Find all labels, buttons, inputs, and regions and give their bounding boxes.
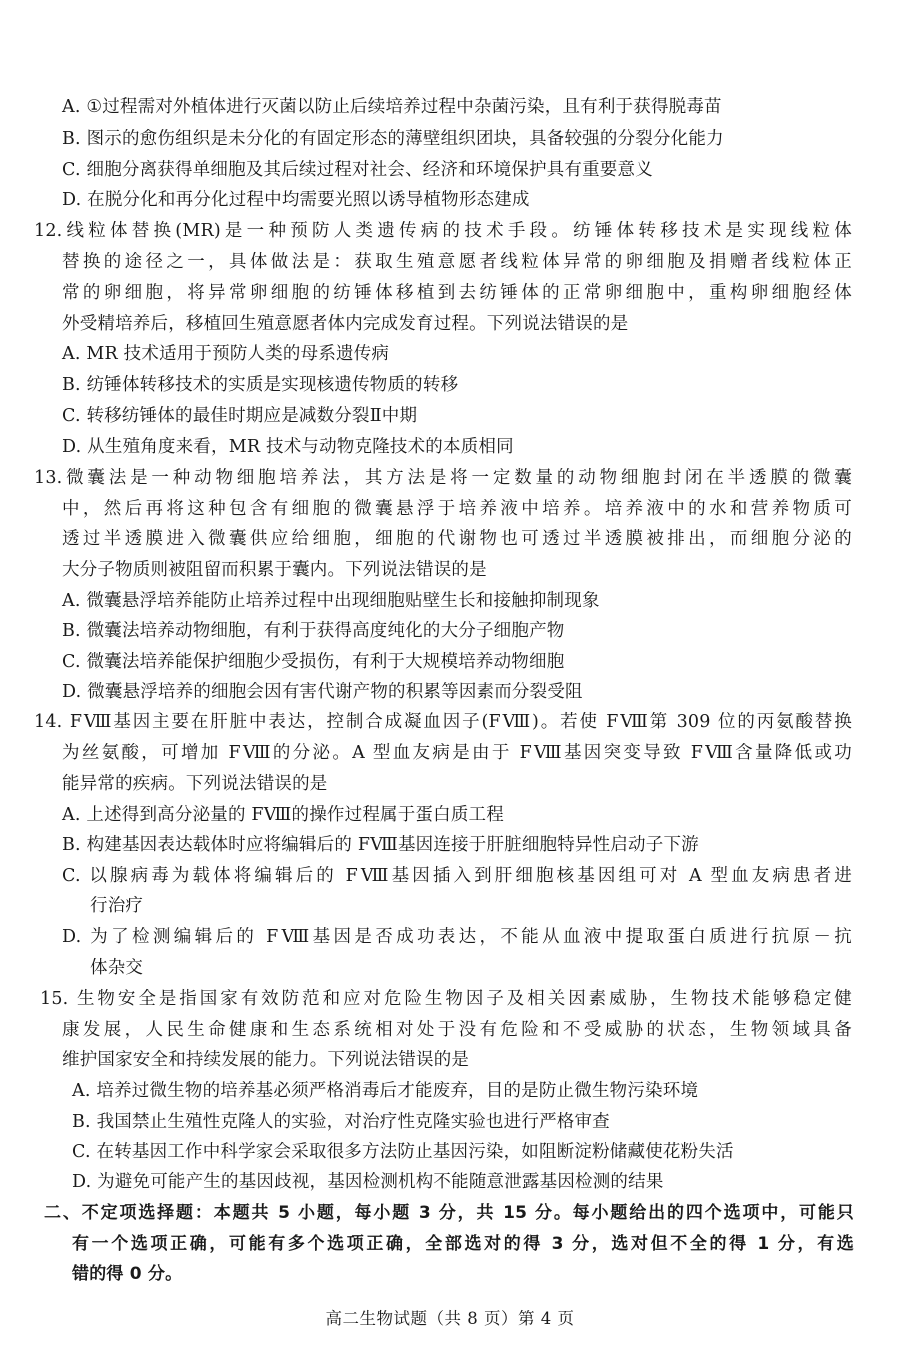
q13-stem-line-1: 13.微囊法是一种动物细胞培养法，其方法是将一定数量的动物细胞封闭在半透膜的微囊 (34, 468, 852, 488)
q15-stem-line-2: 康发展，人民生命健康和生态系统相对处于没有危险和不受威胁的状态，生物领域具备 (62, 1020, 852, 1040)
q13-stem-line-4: 大分子物质则被阻留而积累于囊内。下列说法错误的是 (62, 560, 487, 580)
q15-option-a: A. 培养过微生物的培养基必须严格消毒后才能废弃，目的是防止微生物污染环境 (72, 1081, 699, 1101)
q11-option-d: D. 在脱分化和再分化过程中均需要光照以诱导植物形态建成 (62, 190, 530, 210)
q15-stem-line-3: 维护国家安全和持续发展的能力。下列说法错误的是 (62, 1050, 470, 1070)
q11-option-a: A. ①过程需对外植体进行灭菌以防止后续培养过程中杂菌污染，且有利于获得脱毒苗 (62, 97, 722, 117)
section2-heading-line-2: 有一个选项正确，可能有多个选项正确，全部选对的得 3 分，选对但不全的得 1 分，有选 (72, 1234, 854, 1254)
q11-option-b: B. 图示的愈伤组织是未分化的有固定形态的薄壁组织团块，具备较强的分裂分化能力 (62, 129, 724, 149)
q14-stem-line-3: 能异常的疾病。下列说法错误的是 (62, 774, 328, 794)
q13-option-b: B. 微囊法培养动物细胞，有利于获得高度纯化的大分子细胞产物 (62, 621, 565, 641)
q13-option-a: A. 微囊悬浮培养能防止培养过程中出现细胞贴壁生长和接触抑制现象 (62, 591, 600, 611)
q12-stem-line-4: 外受精培养后，移植回生殖意愿者体内完成发育过程。下列说法错误的是 (62, 314, 629, 334)
q12-option-a: A. MR 技术适用于预防人类的母系遗传病 (62, 344, 390, 364)
q13-stem-line-3: 透过半透膜进入微囊供应给细胞，细胞的代谢物也可透过半透膜被排出，而细胞分泌的 (62, 529, 852, 549)
q12-stem-line-1: 12.线粒体替换(MR)是一种预防人类遗传病的技术手段。纺锤体转移技术是实现线粒体 (34, 221, 852, 241)
q14-option-a: A. 上述得到高分泌量的 FⅧ的操作过程属于蛋白质工程 (62, 805, 504, 825)
section2-heading-line-1: 二、不定项选择题：本题共 5 小题，每小题 3 分，共 15 分。每小题给出的四个选项中，可能只 (44, 1203, 854, 1223)
q12-stem-line-2: 替换的途径之一，具体做法是：获取生殖意愿者线粒体异常的卵细胞及捐赠者线粒体正 (62, 252, 852, 272)
q15-option-d: D. 为避免可能产生的基因歧视，基因检测机构不能随意泄露基因检测的结果 (72, 1172, 664, 1192)
page-footer: 高二生物试题（共 8 页）第 4 页 (325, 1309, 575, 1328)
q14-option-b: B. 构建基因表达载体时应将编辑后的 FⅧ基因连接于肝脏细胞特异性启动子下游 (62, 835, 699, 855)
q11-option-c: C. 细胞分离获得单细胞及其后续过程对社会、经济和环境保护具有重要意义 (62, 160, 653, 180)
q12-option-c: C. 转移纺锤体的最佳时期应是减数分裂Ⅱ中期 (62, 406, 418, 426)
q14-option-d-line-1: D. 为了检测编辑后的 FⅧ基因是否成功表达，不能从血液中提取蛋白质进行抗原－抗 (62, 927, 852, 947)
section2-heading-line-3: 错的得 0 分。 (72, 1264, 183, 1284)
q15-option-b: B. 我国禁止生殖性克隆人的实验，对治疗性克隆实验也进行严格审查 (72, 1112, 610, 1132)
q13-stem-line-2: 中，然后再将这种包含有细胞的微囊悬浮于培养液中培养。培养液中的水和营养物质可 (62, 499, 852, 519)
q12-option-d: D. 从生殖角度来看，MR 技术与动物克隆技术的本质相同 (62, 437, 514, 457)
q14-option-c-line-1: C. 以腺病毒为载体将编辑后的 FⅧ基因插入到肝细胞核基因组可对 A 型血友病患者进 (62, 866, 852, 886)
q15-stem-line-1: 15. 生物安全是指国家有效防范和应对危险生物因子及相关因素威胁，生物技术能够稳定健 (40, 989, 852, 1009)
q13-option-c: C. 微囊法培养能保护细胞少受损伤，有利于大规模培养动物细胞 (62, 652, 565, 672)
q13-option-d: D. 微囊悬浮培养的细胞会因有害代谢产物的积累等因素而分裂受阻 (62, 682, 583, 702)
q14-stem-line-2: 为丝氨酸，可增加 FⅧ的分泌。A 型血友病是由于 FⅧ基因突变导致 FⅧ含量降低或功 (62, 743, 852, 763)
q12-option-b: B. 纺锤体转移技术的实质是实现核遗传物质的转移 (62, 375, 459, 395)
q14-stem-line-1: 14. FⅧ基因主要在肝脏中表达，控制合成凝血因子(FⅧ)。若使 FⅧ第 309 位的丙氨酸替换 (34, 712, 852, 732)
q15-option-c: C. 在转基因工作中科学家会采取很多方法防止基因污染，如阻断淀粉储藏使花粉失活 (72, 1142, 734, 1162)
q14-option-c-line-2: 行治疗 (90, 896, 144, 916)
q12-stem-line-3: 常的卵细胞，将异常卵细胞的纺锤体移植到去纺锤体的正常卵细胞中，重构卵细胞经体 (62, 283, 852, 303)
q14-option-d-line-2: 体杂交 (90, 958, 144, 978)
